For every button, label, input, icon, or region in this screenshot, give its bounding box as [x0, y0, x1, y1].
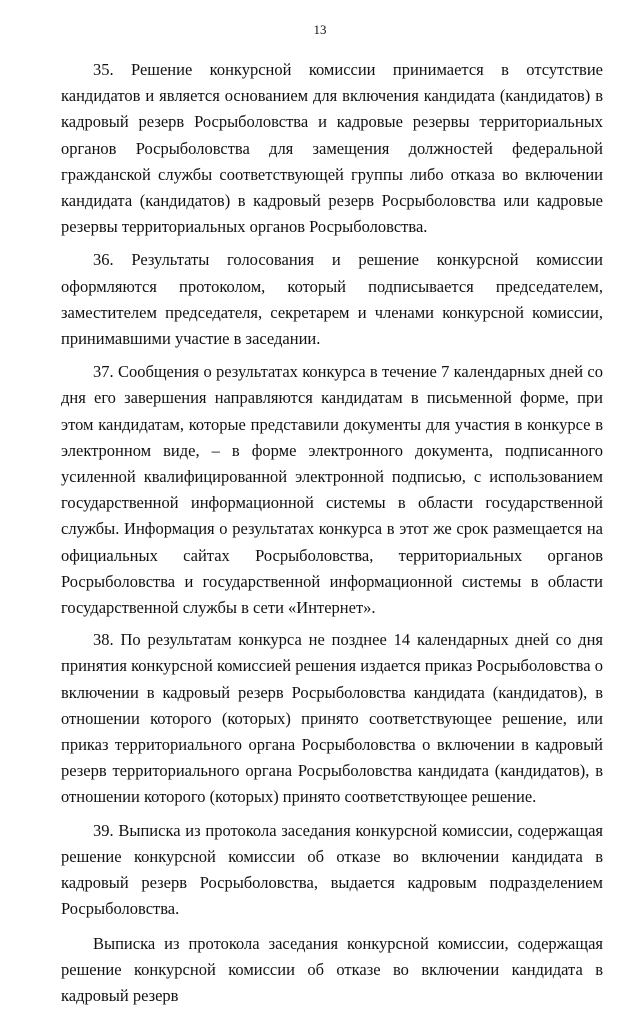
- paragraph-39: 39. Выписка из протокола заседания конкурсной комиссии, содержащая решение конкурсной комиссии об отказе во включении кандидата в кадровый резерв Росрыболовства, выдается кадровым подразделением Росрыболовства.: [61, 818, 603, 923]
- paragraph-37: 37. Сообщения о результатах конкурса в течение 7 календарных дней со дня его завершения направляются кандидатам в письменной форме, при этом кандидатам, которые представили документы для участия в конкурсе в электронном виде, – в форме электронного документа, подписанного усиленной квалифицированной электронной подписью, с использованием государственной информационной системы в области государственной службы. Информация о результатах конкурса в этот же срок размещается на официальных сайтах Росрыболовства, территориальных органов Росрыболовства и государственной информационной системы в области государственной службы в сети «Интернет».: [61, 359, 603, 621]
- paragraph-35: 35. Решение конкурсной комиссии принимается в отсутствие кандидатов и является основанием для включения кандидата (кандидатов) в кадровый резерв Росрыболовства и кадровые резервы территориальных органов Росрыболовства для замещения должностей федеральной гражданской службы соответствующей группы либо отказа во включении кандидата (кандидатов) в кадровый резерв Росрыболовства или кадровые резервы территориальных органов Росрыболовства.: [61, 57, 603, 240]
- paragraph-38: 38. По результатам конкурса не позднее 14 календарных дней со дня принятия конкурсной комиссией решения издается приказ Росрыболовства о включении в кадровый резерв Росрыболовства кандидата (кандидатов), в отношении которого (которых) принято соответствующее решение, или приказ территориального органа Росрыболовства о включении в кадровый резерв территориального органа Росрыболовства кандидата (кандидатов), в отношении которого (которых) принято соответствующее решение.: [61, 627, 603, 810]
- paragraph-39-continuation: Выписка из протокола заседания конкурсной комиссии, содержащая решение конкурсной комиссии об отказе во включении кандидата в кадровый резерв: [61, 931, 603, 1009]
- document-body: [61, 57, 603, 1009]
- page-number: 13: [0, 22, 640, 38]
- paragraph-36: 36. Результаты голосования и решение конкурсной комиссии оформляются протоколом, который подписывается председателем, заместителем председателя, секретарем и членами конкурсной комиссии, принимавшими участие в заседании.: [61, 247, 603, 352]
